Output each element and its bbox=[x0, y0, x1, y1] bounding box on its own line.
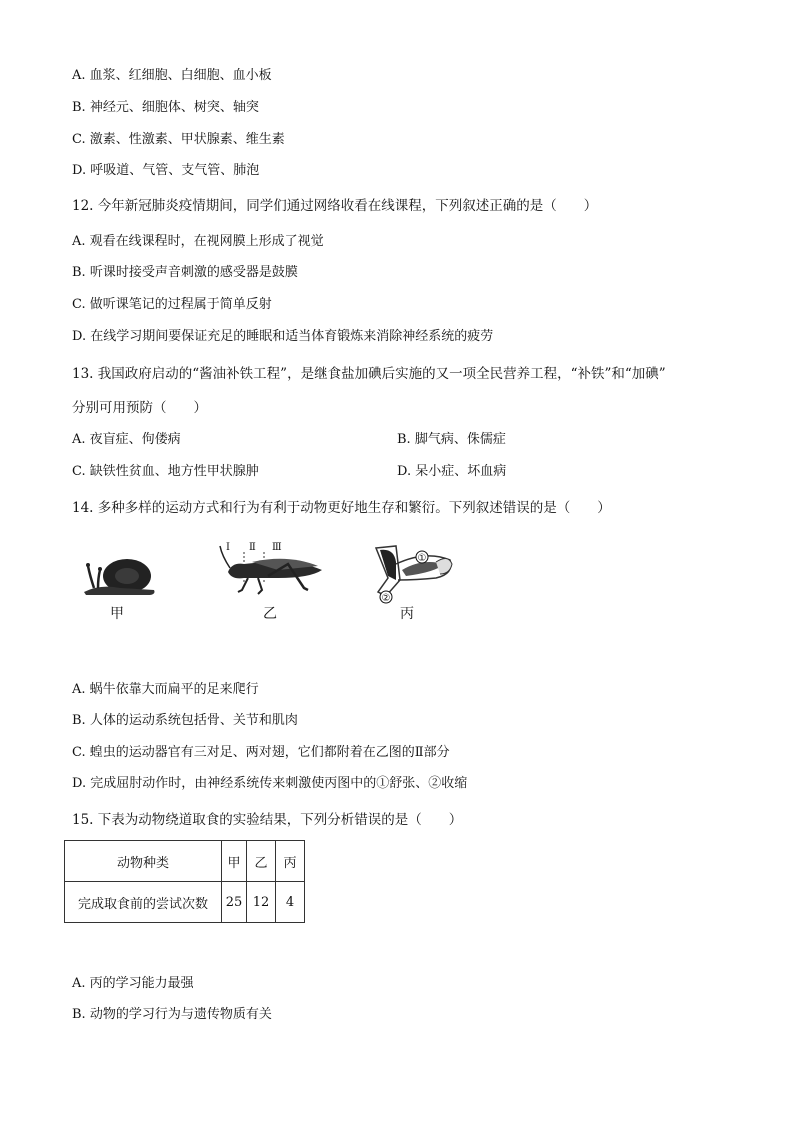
arm-label-2: ② bbox=[381, 593, 391, 604]
figure-label-b: 乙 bbox=[263, 606, 277, 622]
q14-option-d: D. 完成屈肘动作时，由神经系统传来刺激使丙图中的①舒张、②收缩 bbox=[72, 776, 468, 791]
segment-label-3: Ⅲ bbox=[272, 542, 282, 553]
grasshopper-figure bbox=[218, 540, 326, 602]
figure-label-c: 丙 bbox=[400, 606, 414, 622]
q13-option-a: A. 夜盲症、佝偻病 bbox=[72, 432, 181, 447]
q14-option-a: A. 蜗牛依靠大而扁平的足来爬行 bbox=[72, 682, 259, 697]
q13-stem-line1: 13. 我国政府启动的“酱油补铁工程”，是继食盐加碘后实施的又一项全民营养工程，“补铁”和“加碘” bbox=[72, 366, 666, 382]
table-value-a: 25 bbox=[222, 882, 247, 923]
experiment-table bbox=[64, 840, 305, 923]
table-row bbox=[65, 841, 305, 882]
q13-stem-line2: 分别可用预防（ ） bbox=[72, 400, 207, 416]
table-row bbox=[65, 882, 305, 923]
q13-option-b: B. 脚气病、侏儒症 bbox=[397, 432, 506, 447]
q11-option-d: D. 呼吸道、气管、支气管、肺泡 bbox=[72, 163, 260, 178]
q12-option-d: D. 在线学习期间要保证充足的睡眠和适当体育锻炼来消除神经系统的疲劳 bbox=[72, 329, 494, 344]
q13-option-d: D. 呆小症、坏血病 bbox=[397, 464, 507, 479]
table-value-b: 12 bbox=[247, 882, 276, 923]
table-col-a: 甲 bbox=[222, 841, 247, 882]
q14-option-b: B. 人体的运动系统包括骨、关节和肌肉 bbox=[72, 713, 298, 728]
table-col-c: 丙 bbox=[276, 841, 305, 882]
q15-option-b: B. 动物的学习行为与遗传物质有关 bbox=[72, 1007, 272, 1022]
segment-label-1: Ⅰ bbox=[226, 542, 230, 553]
table-col-b: 乙 bbox=[247, 841, 276, 882]
q12-option-b: B. 听课时接受声音刺激的感受器是鼓膜 bbox=[72, 265, 298, 280]
q12-option-a: A. 观看在线课程时，在视网膜上形成了视觉 bbox=[72, 234, 324, 249]
q11-option-b: B. 神经元、细胞体、树突、轴突 bbox=[72, 100, 259, 115]
q15-option-a: A. 丙的学习能力最强 bbox=[72, 976, 194, 991]
segment-label-2: Ⅱ bbox=[249, 542, 256, 553]
q13-option-c: C. 缺铁性贫血、地方性甲状腺肿 bbox=[72, 464, 259, 479]
q11-option-a: A. 血浆、红细胞、白细胞、血小板 bbox=[72, 68, 272, 83]
q15-stem: 15. 下表为动物绕道取食的实验结果，下列分析错误的是（ ） bbox=[72, 812, 463, 828]
table-header-attempts: 完成取食前的尝试次数 bbox=[65, 882, 222, 923]
q14-stem: 14. 多种多样的运动方式和行为有利于动物更好地生存和繁衍。下列叙述错误的是（ ） bbox=[72, 500, 611, 516]
q11-option-c: C. 激素、性激素、甲状腺素、维生素 bbox=[72, 132, 285, 147]
figure-label-a: 甲 bbox=[110, 606, 124, 622]
q12-option-c: C. 做听课笔记的过程属于简单反射 bbox=[72, 297, 272, 312]
arm-label-1: ① bbox=[417, 553, 427, 564]
snail-figure bbox=[80, 548, 160, 600]
q14-option-c: C. 蝗虫的运动器官有三对足、两对翅，它们都附着在乙图的Ⅱ部分 bbox=[72, 745, 450, 760]
table-header-species: 动物种类 bbox=[65, 841, 222, 882]
arm-figure bbox=[366, 540, 458, 604]
table-value-c: 4 bbox=[276, 882, 305, 923]
q12-stem: 12. 今年新冠肺炎疫情期间，同学们通过网络收看在线课程，下列叙述正确的是（ ） bbox=[72, 198, 598, 214]
